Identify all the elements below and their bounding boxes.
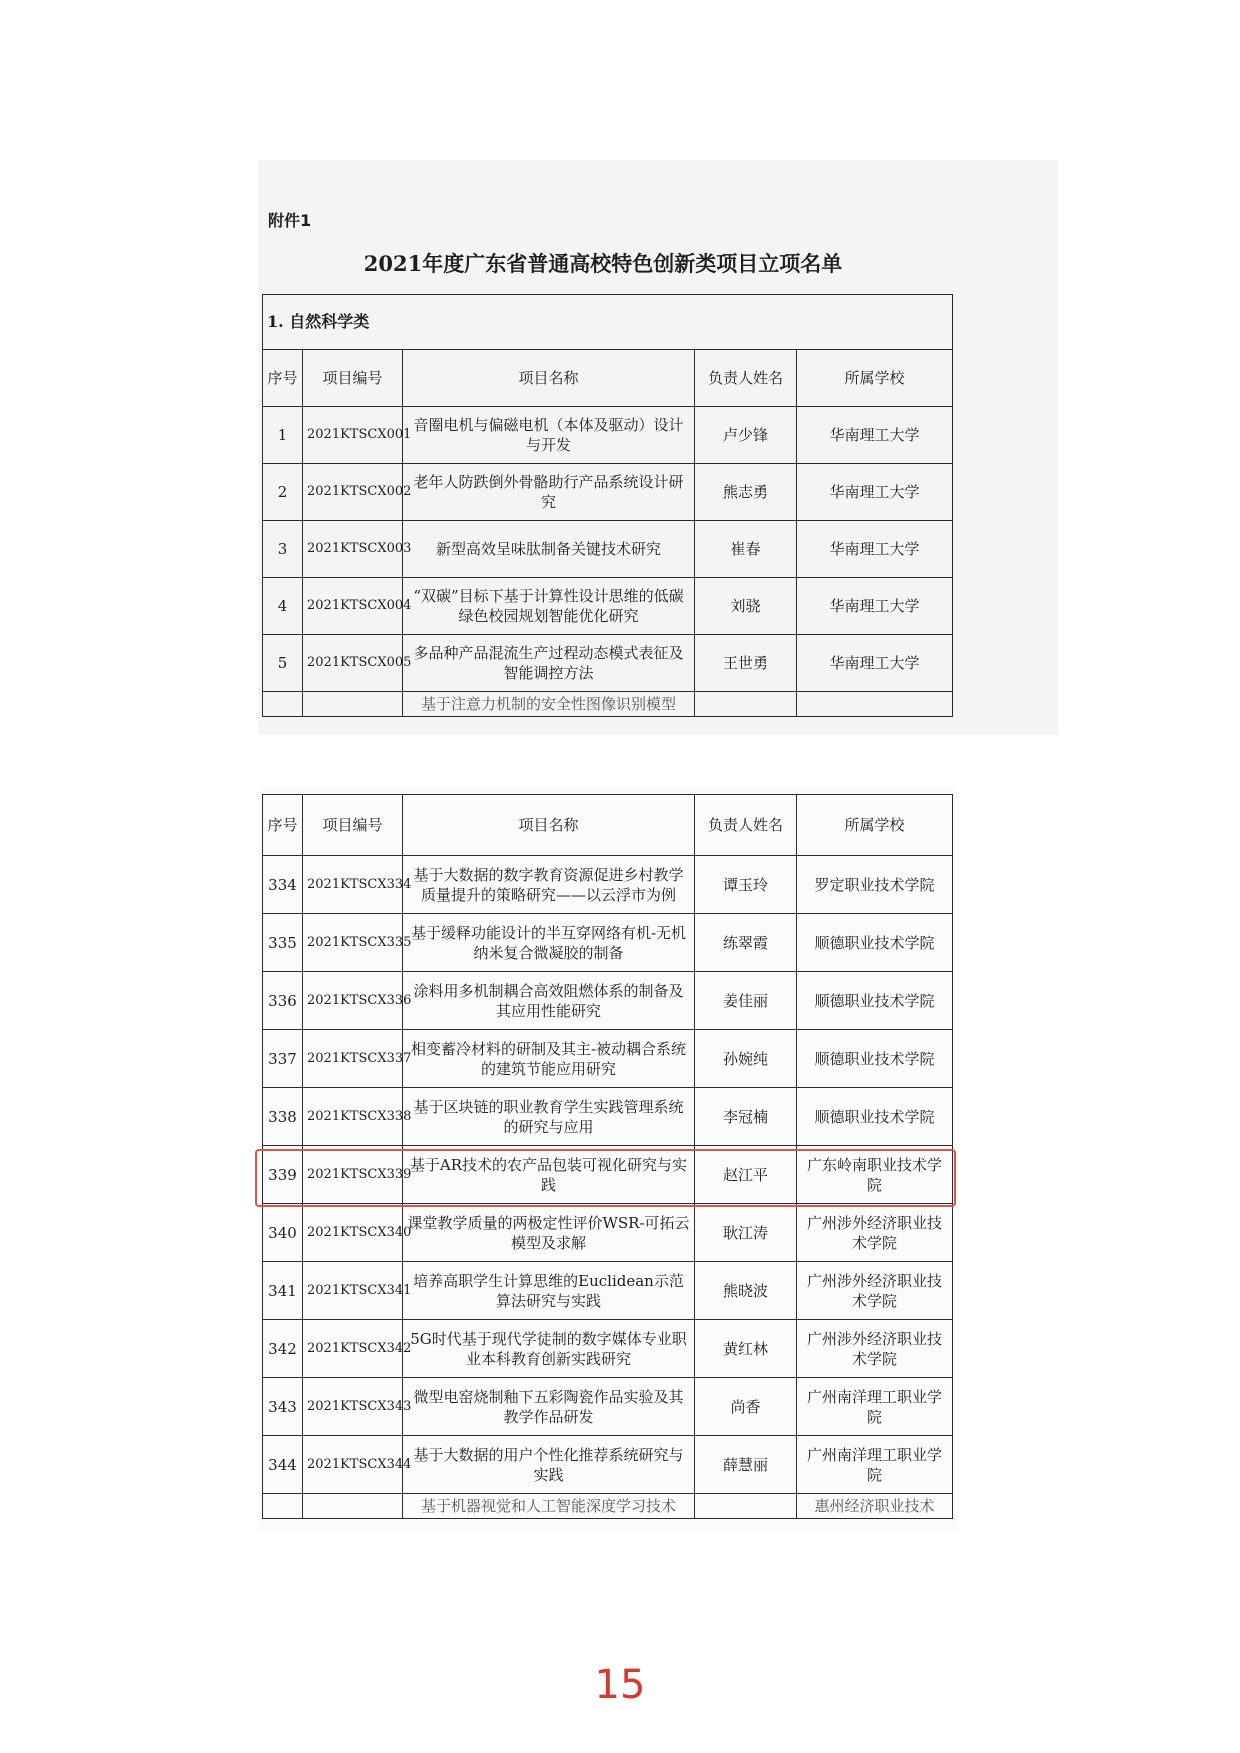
project-table-bottom [262,794,953,1519]
row-index: 342 [263,1320,303,1378]
school-name: 顺德职业技术学院 [797,972,953,1030]
project-code: 2021KTSCX334 [303,856,403,914]
school-name: 广州南洋理工职业学院 [797,1436,953,1494]
project-name: 老年人防跌倒外骨骼助行产品系统设计研究 [403,464,695,521]
project-name: 培养高职学生计算思维的Euclidean示范算法研究与实践 [403,1262,695,1320]
leader-name: 刘骁 [695,578,797,635]
leader-name: 黄红林 [695,1320,797,1378]
table-row [263,1030,953,1088]
project-code: 2021KTSCX344 [303,1436,403,1494]
header-leader: 负责人姓名 [695,795,797,856]
project-name: 微型电窑烧制釉下五彩陶瓷作品实验及其教学作品研发 [403,1378,695,1436]
project-code: 2021KTSCX002 [303,464,403,521]
leader-name: 薛慧丽 [695,1436,797,1494]
table-row [263,1378,953,1436]
project-code: 2021KTSCX340 [303,1204,403,1262]
leader-name: 耿江涛 [695,1204,797,1262]
row-index: 343 [263,1378,303,1436]
project-name: 音圈电机与偏磁电机（本体及驱动）设计与开发 [403,407,695,464]
school-name: 广州涉外经济职业技术学院 [797,1262,953,1320]
table-row [263,1088,953,1146]
project-name: 基于区块链的职业教育学生实践管理系统的研究与应用 [403,1088,695,1146]
row-index: 3 [263,521,303,578]
school-name: 顺德职业技术学院 [797,1088,953,1146]
school-name: 广州南洋理工职业学院 [797,1378,953,1436]
project-table-top [262,294,953,717]
project-name: 相变蓄冷材料的研制及其主-被动耦合系统的建筑节能应用研究 [403,1030,695,1088]
table-row [263,972,953,1030]
table-row [263,1320,953,1378]
project-name: 课堂教学质量的两极定性评价WSR-可拓云模型及求解 [403,1204,695,1262]
row-index: 337 [263,1030,303,1088]
header-code: 项目编号 [303,350,403,407]
header-school: 所属学校 [797,350,953,407]
school-name: 广东岭南职业技术学院 [797,1146,953,1204]
project-code: 2021KTSCX001 [303,407,403,464]
leader-name: 谭玉玲 [695,856,797,914]
row-index: 340 [263,1204,303,1262]
table-row [263,464,953,521]
project-name: 涂料用多机制耦合高效阻燃体系的制备及其应用性能研究 [403,972,695,1030]
school-name: 华南理工大学 [797,464,953,521]
school-name: 罗定职业技术学院 [797,856,953,914]
table-row [263,1204,953,1262]
attachment-label: 附件1 [268,211,312,230]
leader-name: 卢少锋 [695,407,797,464]
school-name: 顺德职业技术学院 [797,914,953,972]
row-index: 341 [263,1262,303,1320]
school-name: 广州涉外经济职业技术学院 [797,1320,953,1378]
project-name: 基于大数据的用户个性化推荐系统研究与实践 [403,1436,695,1494]
leader-name: 姜佳丽 [695,972,797,1030]
row-index: 338 [263,1088,303,1146]
table-header-row [263,795,953,856]
row-index: 334 [263,856,303,914]
project-name: 多品种产品混流生产过程动态模式表征及智能调控方法 [403,635,695,692]
leader-name: 尚香 [695,1378,797,1436]
project-code: 2021KTSCX003 [303,521,403,578]
project-code: 2021KTSCX339 [303,1146,403,1204]
scan-page-bottom [258,786,958,1532]
cut-off-row-school: 惠州经济职业技术 [797,1494,953,1519]
project-code: 2021KTSCX336 [303,972,403,1030]
leader-name: 赵江平 [695,1146,797,1204]
cut-off-row-text: 基于机器视觉和人工智能深度学习技术 [403,1494,695,1519]
leader-name: 练翠霞 [695,914,797,972]
table-row [263,578,953,635]
table-row [263,635,953,692]
header-index: 序号 [263,350,303,407]
school-name: 广州涉外经济职业技术学院 [797,1204,953,1262]
row-index: 335 [263,914,303,972]
row-index: 344 [263,1436,303,1494]
project-code: 2021KTSCX338 [303,1088,403,1146]
row-index: 1 [263,407,303,464]
project-code: 2021KTSCX005 [303,635,403,692]
project-code: 2021KTSCX337 [303,1030,403,1088]
school-name: 华南理工大学 [797,521,953,578]
school-name: 华南理工大学 [797,635,953,692]
row-index: 2 [263,464,303,521]
table-row [263,1436,953,1494]
table-row [263,856,953,914]
project-name: 基于AR技术的农产品包装可视化研究与实践 [403,1146,695,1204]
project-code: 2021KTSCX335 [303,914,403,972]
leader-name: 李冠楠 [695,1088,797,1146]
project-name: 基于大数据的数字教育资源促进乡村教学质量提升的策略研究——以云浮市为例 [403,856,695,914]
section-heading: 1. 自然科学类 [263,295,953,350]
project-name: 新型高效呈味肽制备关键技术研究 [403,521,695,578]
header-project-name: 项目名称 [403,350,695,407]
school-name: 华南理工大学 [797,578,953,635]
leader-name: 崔春 [695,521,797,578]
header-project-name: 项目名称 [403,795,695,856]
cut-off-row-text: 基于注意力机制的安全性图像识别模型 [403,692,695,717]
table-row [263,1146,953,1204]
header-code: 项目编号 [303,795,403,856]
project-name: 5G时代基于现代学徒制的数字媒体专业职业本科教育创新实践研究 [403,1320,695,1378]
project-code: 2021KTSCX004 [303,578,403,635]
school-name: 华南理工大学 [797,407,953,464]
project-name: “双碳”目标下基于计算性设计思维的低碳绿色校园规划智能优化研究 [403,578,695,635]
project-code: 2021KTSCX341 [303,1262,403,1320]
table-row [263,1262,953,1320]
leader-name: 熊志勇 [695,464,797,521]
table-row [263,914,953,972]
table-row [263,407,953,464]
row-index: 5 [263,635,303,692]
row-index: 336 [263,972,303,1030]
page-number: 15 [594,1662,646,1708]
project-code: 2021KTSCX342 [303,1320,403,1378]
project-name: 基于缓释功能设计的半互穿网络有机-无机纳米复合微凝胶的制备 [403,914,695,972]
project-code: 2021KTSCX343 [303,1378,403,1436]
row-index: 4 [263,578,303,635]
table-header-row [263,350,953,407]
leader-name: 熊晓波 [695,1262,797,1320]
leader-name: 孙婉纯 [695,1030,797,1088]
row-index: 339 [263,1146,303,1204]
leader-name: 王世勇 [695,635,797,692]
table-row [263,521,953,578]
scan-page-top [258,160,1058,735]
header-school: 所属学校 [797,795,953,856]
header-leader: 负责人姓名 [695,350,797,407]
header-index: 序号 [263,795,303,856]
school-name: 顺德职业技术学院 [797,1030,953,1088]
document-title: 2021年度广东省普通高校特色创新类项目立项名单 [363,251,843,276]
